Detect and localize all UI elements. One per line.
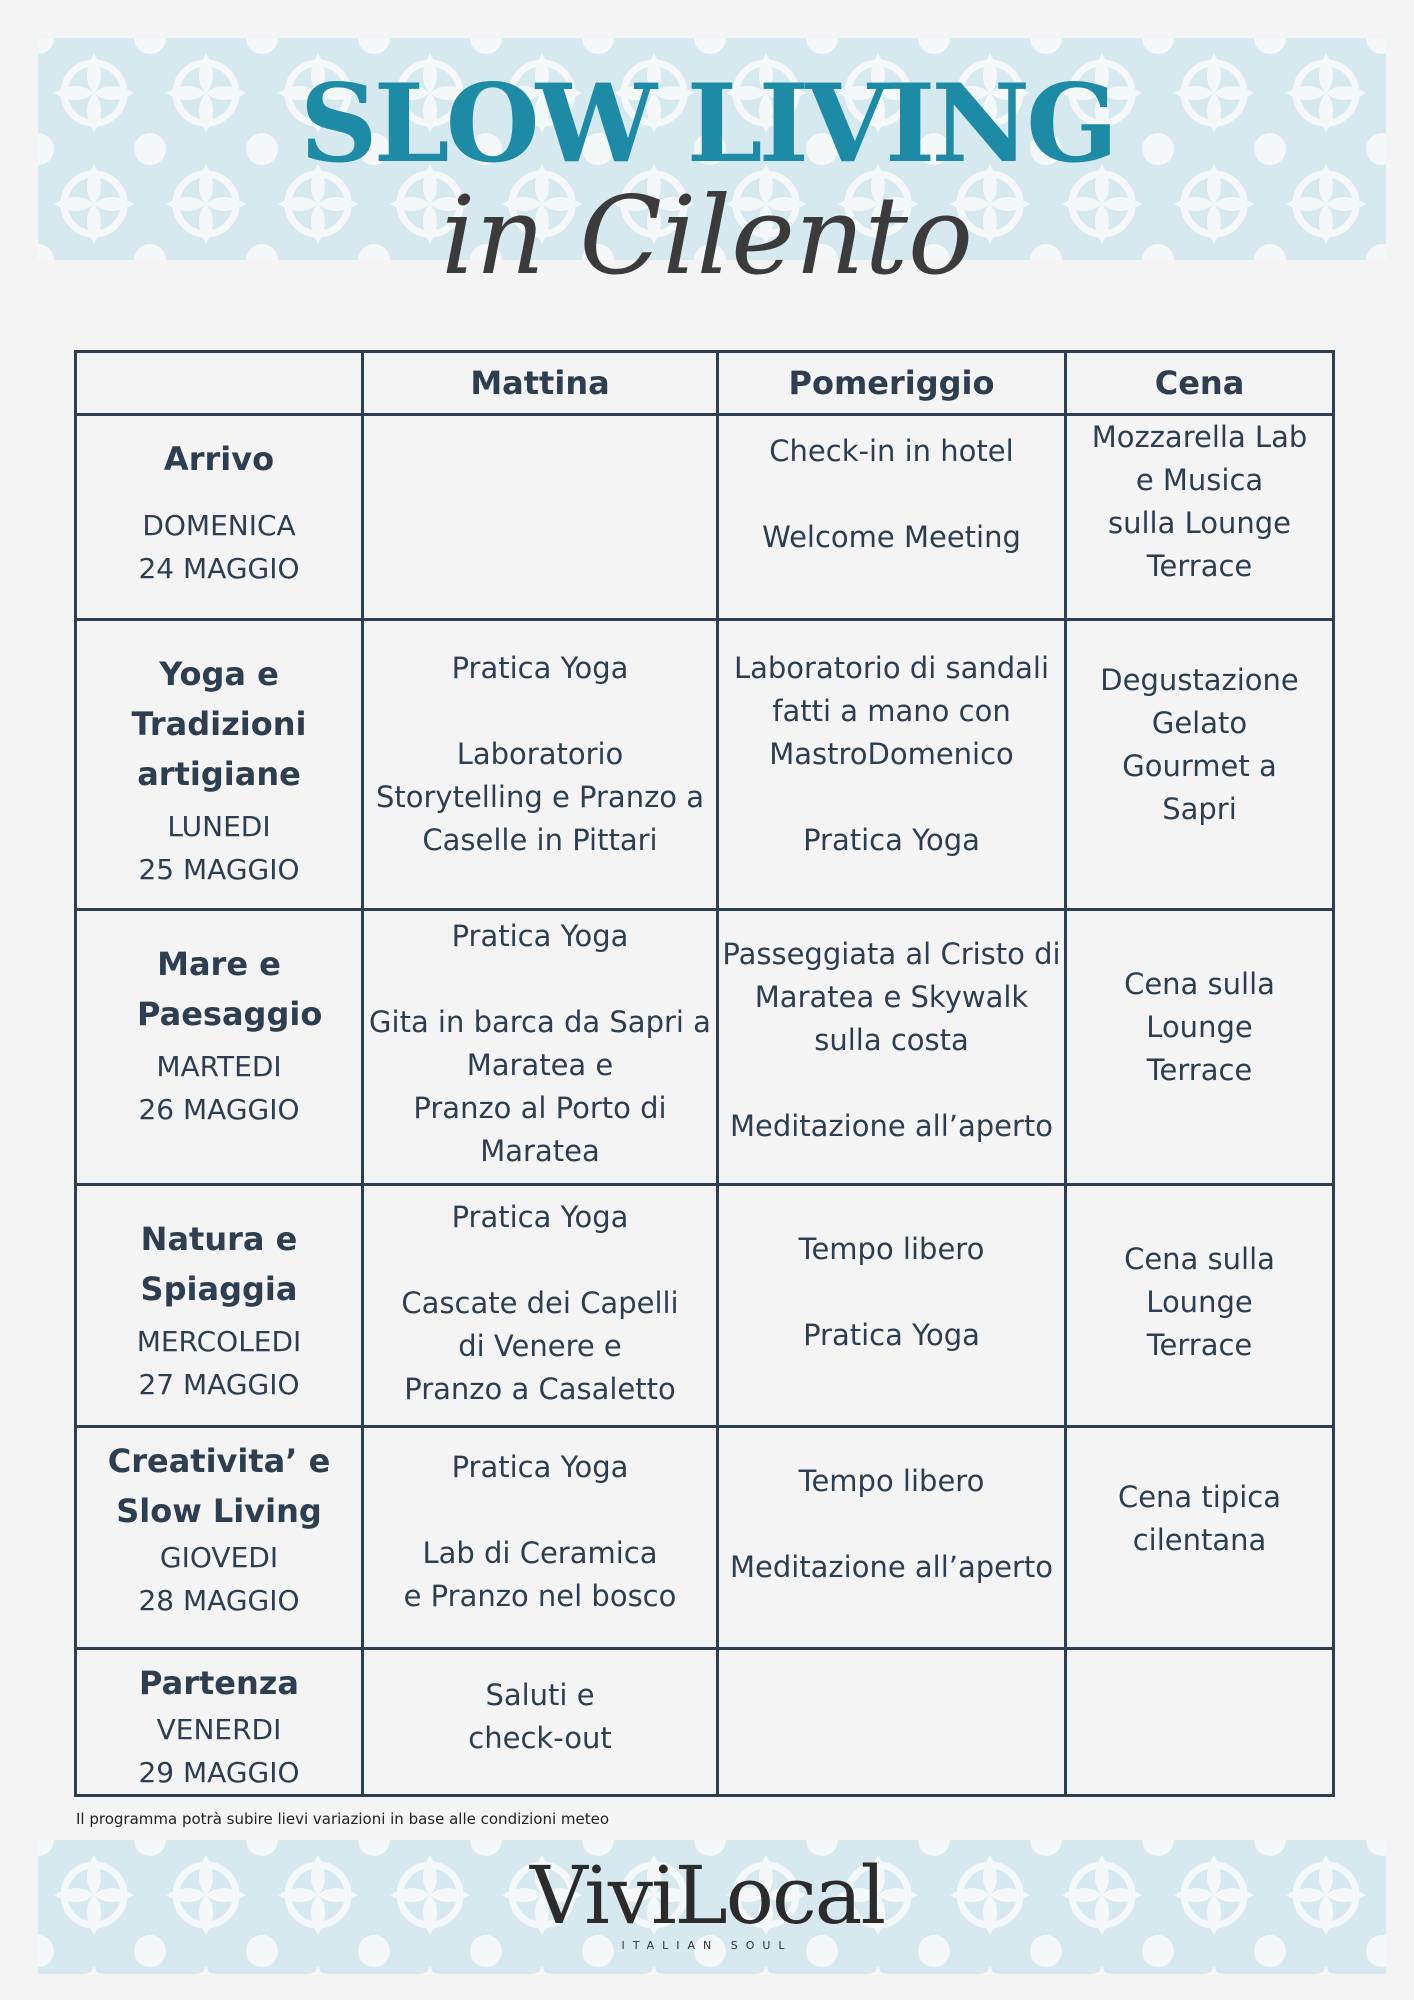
- header-cena: Cena: [1066, 352, 1334, 415]
- brand-logo: ViviLocal: [529, 1849, 885, 1942]
- activity-line: Pratica Yoga: [451, 651, 629, 685]
- day-row: [76, 415, 1334, 620]
- activity-line: cilentana: [1132, 1523, 1267, 1557]
- day-name: Natura e Spiaggia: [140, 1220, 298, 1308]
- line-gap: [719, 1271, 1064, 1314]
- pomeriggio-cell: [718, 1649, 1066, 1796]
- line-gap: [364, 958, 716, 1001]
- activity-line: sulla Lounge: [1108, 506, 1291, 540]
- pomeriggio-cell: [718, 1427, 1066, 1649]
- activity-line: Pranzo al Porto di: [413, 1091, 667, 1125]
- mattina-cell: [363, 1185, 718, 1427]
- schedule-table: [74, 350, 1335, 1797]
- activity-line: Gelato: [1151, 706, 1248, 740]
- activity-line: Laboratorio: [456, 737, 624, 771]
- line-gap: [719, 776, 1064, 819]
- subtitle: in Cilento: [440, 174, 974, 299]
- activity-line: Terrace: [1146, 1053, 1253, 1087]
- day-date: 24 MAGGIO: [138, 552, 300, 585]
- line-gap: [364, 1239, 716, 1282]
- day-weekday: VENERDI: [156, 1713, 282, 1746]
- activity-line: e Musica: [1135, 463, 1264, 497]
- day-date: 29 MAGGIO: [138, 1756, 300, 1789]
- activity-line: Cena sulla: [1124, 967, 1275, 1001]
- cena-cell: [1066, 1427, 1334, 1649]
- activity-line: Check-in in hotel: [769, 434, 1014, 468]
- day-weekday: MERCOLEDI: [136, 1325, 302, 1358]
- activity-line: Welcome Meeting: [762, 520, 1021, 554]
- line-gap: [719, 1503, 1064, 1546]
- day-weekday: LUNEDI: [167, 810, 271, 843]
- activity-line: Maratea: [480, 1134, 600, 1168]
- day-row: [76, 1427, 1334, 1649]
- activity-line: Maratea e Skywalk: [754, 980, 1029, 1014]
- header-pomeriggio: Pomeriggio: [718, 352, 1066, 415]
- day-date: 26 MAGGIO: [138, 1093, 300, 1126]
- day-row: [76, 1185, 1334, 1427]
- cena-cell: [1066, 1649, 1334, 1796]
- day-date: 27 MAGGIO: [138, 1368, 300, 1401]
- activity-line: Storytelling e Pranzo a: [375, 780, 705, 814]
- day-weekday: GIOVEDI: [159, 1541, 279, 1574]
- activity-line: Pratica Yoga: [451, 1450, 629, 1484]
- activity-line: Gita in barca da Sapri a: [369, 1005, 711, 1039]
- activity-line: Cena sulla: [1124, 1242, 1275, 1276]
- activity-line: Sapri: [1162, 792, 1237, 826]
- mattina-cell: [363, 1649, 718, 1796]
- activity-line: Lab di Ceramica: [422, 1536, 658, 1570]
- title: SLOW LIVING: [299, 61, 1115, 187]
- activity-line: Degustazione: [1100, 663, 1299, 697]
- activity-line: Maratea e: [466, 1048, 614, 1082]
- activity-line: e Pranzo nel bosco: [403, 1579, 677, 1613]
- line-gap: [364, 690, 716, 733]
- pomeriggio-cell: [718, 1185, 1066, 1427]
- day-date: 28 MAGGIO: [138, 1584, 300, 1617]
- header-empty: [76, 352, 363, 415]
- activity-line: Caselle in Pittari: [422, 823, 658, 857]
- cena-cell: [1066, 910, 1334, 1185]
- activity-line: Terrace: [1146, 549, 1253, 583]
- activity-line: Terrace: [1146, 1328, 1253, 1362]
- day-row: [76, 910, 1334, 1185]
- activity-line: Lounge: [1146, 1010, 1253, 1044]
- day-name: Creativita’ e Slow Living: [107, 1442, 331, 1530]
- activity-line: Tempo libero: [798, 1464, 985, 1498]
- activity-line: Meditazione all’aperto: [729, 1550, 1054, 1584]
- day-row: [76, 1649, 1334, 1796]
- cena-cell: [1066, 1185, 1334, 1427]
- activity-line: Pratica Yoga: [803, 823, 980, 857]
- mattina-cell: [363, 620, 718, 910]
- header-row: [76, 352, 1334, 415]
- header-mattina: Mattina: [363, 352, 718, 415]
- pomeriggio-cell: [718, 910, 1066, 1185]
- day-cell: [76, 1427, 363, 1649]
- cena-cell: [1066, 415, 1334, 620]
- mattina-cell: [363, 910, 718, 1185]
- activity-line: Saluti e: [485, 1678, 595, 1712]
- activity-line: sulla costa: [814, 1023, 969, 1057]
- mattina-cell: [363, 415, 718, 620]
- activity-line: Tempo libero: [798, 1232, 985, 1266]
- activity-line: Lounge: [1146, 1285, 1253, 1319]
- activity-line: Gourmet a: [1122, 749, 1277, 783]
- day-name: Arrivo: [163, 440, 275, 478]
- brand-tagline: ITALIAN SOUL: [621, 1939, 793, 1952]
- day-name: Mare e Paesaggio: [137, 945, 323, 1033]
- activity-line: Pratica Yoga: [451, 1200, 629, 1234]
- day-weekday: DOMENICA: [142, 509, 296, 542]
- cena-cell: [1066, 620, 1334, 910]
- day-cell: [76, 1649, 363, 1796]
- pomeriggio-cell: [718, 415, 1066, 620]
- activity-line: fatti a mano con: [772, 694, 1011, 728]
- day-cell: [76, 910, 363, 1185]
- footnote: Il programma potrà subire lievi variazioni in base alle condizioni meteo: [76, 1810, 610, 1828]
- mattina-cell: [363, 1427, 718, 1649]
- activity-line: Pratica Yoga: [451, 919, 629, 953]
- activity-line: Meditazione all’aperto: [729, 1109, 1054, 1143]
- activity-line: MastroDomenico: [769, 737, 1014, 771]
- day-name: Partenza: [139, 1664, 299, 1702]
- activity-line: di Venere e: [458, 1329, 622, 1363]
- line-gap: [719, 1062, 1064, 1105]
- line-gap: [364, 1489, 716, 1532]
- day-date: 25 MAGGIO: [138, 853, 300, 886]
- activity-line: Mozzarella Lab: [1091, 420, 1308, 454]
- activity-line: Passeggiata al Cristo di: [722, 937, 1061, 971]
- day-name: Yoga e Tradizioni artigiane: [131, 655, 307, 793]
- day-cell: [76, 1185, 363, 1427]
- activity-line: Laboratorio di sandali: [733, 651, 1050, 685]
- activity-line: Pranzo a Casaletto: [404, 1372, 676, 1406]
- activity-line: check-out: [468, 1721, 612, 1755]
- day-cell: [76, 415, 363, 620]
- day-row: [76, 620, 1334, 910]
- pomeriggio-cell: [718, 620, 1066, 910]
- activity-line: Cena tipica: [1117, 1480, 1282, 1514]
- activity-line: Cascate dei Capelli: [401, 1286, 679, 1320]
- day-cell: [76, 620, 363, 910]
- activity-line: Pratica Yoga: [803, 1318, 980, 1352]
- line-gap: [719, 473, 1064, 516]
- day-weekday: MARTEDI: [156, 1050, 282, 1083]
